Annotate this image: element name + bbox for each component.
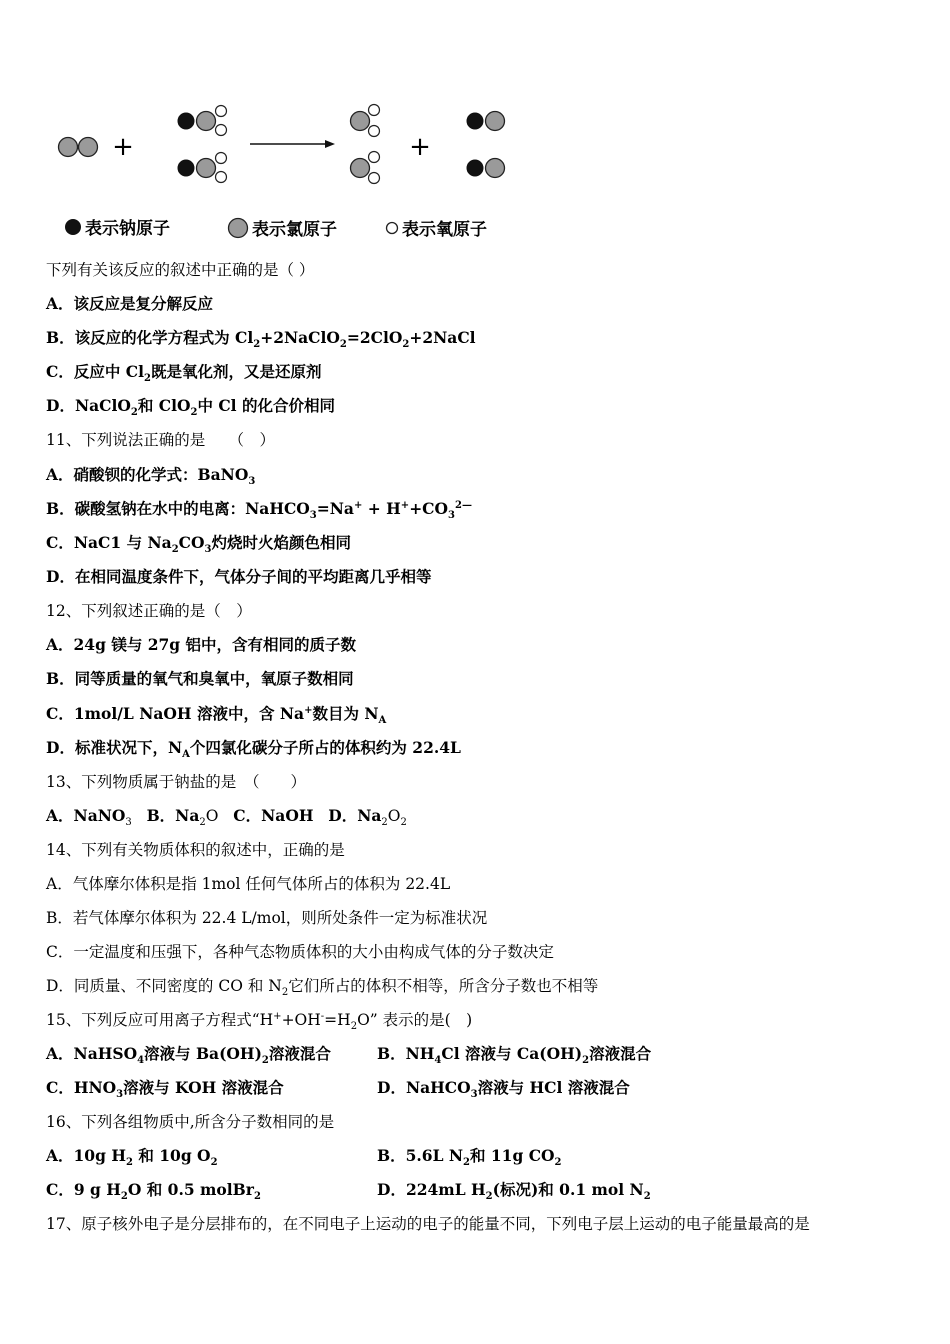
q10-stem: 下列有关该反应的叙述中正确的是（ ） [46,261,315,279]
chlorine-molecule-icon [59,138,98,157]
q13-options: A．NaNO$_3$ B．$Na_2O$ C．NaOH D．$Na_2O_2$ [46,806,407,829]
q11-option-c: C．NaC1 与 $Na_2CO_3$灼烧时火焰颜色相同 [46,533,351,556]
q14-option-b: B．若气体摩尔体积为 22.4 L/mol，则所处条件一定为标准状况 [46,909,488,927]
plus-sign-2: + [409,132,431,162]
q16-stem: 16、下列各组物质中,所含分子数相同的是 [46,1113,335,1131]
q15-option-b: B．$NH_4Cl$ 溶液与 $Ca(OH)_2$溶液混合 [377,1044,652,1067]
sodium-chlorite-molecule-icon [178,153,227,183]
q12-option-a: A．24g 镁与 27g 铝中，含有相同的质子数 [46,635,357,654]
q15-stem: 15、下列反应可用离子方程式“$H^++OH^-=H_2O$” 表示的是( ) [46,1010,473,1033]
q15-option-a: A．NaHSO$_4$溶液与 $Ba(OH)_2$溶液混合 [46,1044,331,1067]
reaction-diagram [55,95,525,255]
chlorine-dioxide-molecule-icon [351,105,380,137]
q14-option-d: D．同质量、不同密度的 CO 和 $N_2$它们所占的体积不相等，所含分子数也不相等 [46,977,599,999]
reaction-arrow-icon [250,140,335,148]
legend-oxygen: 表示氧原子 [402,220,487,240]
q15-option-c: C．$HNO_3$溶液与 KOH 溶液混合 [46,1078,284,1101]
legend-chlorine: 表示氯原子 [252,220,337,240]
q16-option-b: B．5.6L $N_2$和 11g $CO_2$ [377,1146,562,1169]
q14-option-a: A．气体摩尔体积是指 1mol 任何气体所占的体积为 22.4L [46,875,451,893]
sodium-chlorite-molecule-icon [178,106,227,136]
chlorine-legend-icon [229,219,248,238]
q16-option-a: A．10g $H_2$ 和 10g $O_2$ [46,1146,218,1169]
q16-option-c: C．9 g $H_2O$ 和 0.5 molBr$_2$ [46,1180,261,1203]
q12-option-c: C．1mol/L NaOH 溶液中，含 Na+数目为 $N_A$ [46,704,387,727]
q14-option-c: C．一定温度和压强下，各种气态物质体积的大小由构成气体的分子数决定 [46,943,554,961]
q10-option-d: D．NaClO$_2$和 ClO$_2$中 Cl 的化合价相同 [46,396,335,419]
legend-sodium: 表示钠原子 [85,219,170,239]
q14-stem: 14、下列有关物质体积的叙述中，正确的是 [46,841,345,859]
sodium-chloride-molecule-icon [467,159,505,178]
q10-option-a: A．该反应是复分解反应 [46,294,214,313]
q12-stem: 12、下列叙述正确的是（ ） [46,602,252,620]
oxygen-legend-icon [387,223,398,234]
q11-option-b: B．碳酸氢钠在水中的电离：NaHCO$_3$=Na+ + $H^++CO_3^{2—}$ [46,499,472,522]
q12-option-b: B．同等质量的氧气和臭氧中，氧原子数相同 [46,669,354,688]
q11-option-a: A．硝酸钡的化学式：BaNO$_3$ [46,465,256,488]
q11-option-d: D．在相同温度条件下，气体分子间的平均距离几乎相等 [46,567,432,586]
plus-sign-1: + [112,132,134,162]
q15-option-d: D．NaHCO$_3$溶液与 HCl 溶液混合 [377,1078,630,1101]
q10-option-c: C．反应中 $Cl_2$既是氧化剂，又是还原剂 [46,362,322,385]
q12-option-d: D．标准状况下，$N_A$个四氯化碳分子所占的体积约为 22.4L [46,738,461,761]
q13-stem: 13、下列物质属于钠盐的是 （ ） [46,773,306,791]
q11-stem: 11、下列说法正确的是 （ ） [46,431,275,449]
chlorine-dioxide-molecule-icon [351,152,380,184]
q17-stem: 17、原子核外电子是分层排布的，在不同电子上运动的电子的能量不同，下列电子层上运动的电子能量最高的是 [46,1215,810,1233]
sodium-chloride-molecule-icon [467,112,505,131]
legend [65,218,487,240]
sodium-legend-icon [65,219,81,235]
q10-option-b: B．该反应的化学方程式为 $Cl_2+2NaClO_2=2ClO_2+2NaCl$ [46,328,476,351]
q16-option-d: D．224mL $H_2$(标况)和 0.1 mol $N_2$ [377,1180,651,1203]
